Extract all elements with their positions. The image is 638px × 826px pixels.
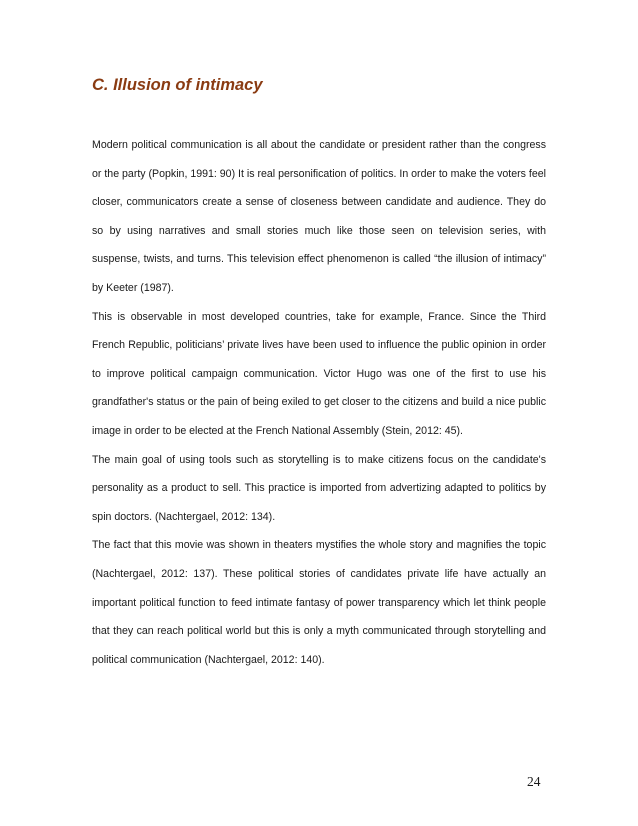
paragraph-4: The fact that this movie was shown in theaters mystifies the whole story and magnifies the topic (Nachtergael, 2012: 137). These political stories of candidates private life have actually an important political function to feed intimate fantasy of power transparency which let think people that they can reach political world but this is only a myth communicated through storytelling and political communication (Nachtergael, 2012: 140). — [92, 539, 546, 666]
section-heading: C. Illusion of intimacy — [92, 76, 263, 94]
body-text — [92, 131, 546, 674]
paragraph-3: The main goal of using tools such as storytelling is to make citizens focus on the candidate's personality as a product to sell. This practice is imported from advertizing adapted to politics by spin doctors. (Nachtergael, 2012: 134). — [92, 453, 546, 523]
paragraph-1: Modern political communication is all about the candidate or president rather than the congress or the party (Popkin, 1991: 90) It is real personification of politics. In order to make the voters feel closer, communicators create a sense of closeness between candidate and audience. They do so by using narratives and small stories much like those seen on television series, with suspense, twists, and turns. This television effect phenomenon is called “the illusion of intimacy” by Keeter (1987). — [92, 139, 546, 294]
paragraph-2: This is observable in most developed countries, take for example, France. Since the Third French Republic, politicians’ private lives have been used to influence the public opinion in order to improve political campaign communication. Victor Hugo was one of the first to use his grandfather's status or the pain of being exiled to get closer to the citizens and build a nice public image in order to be elected at the French National Assembly (Stein, 2012: 45). — [92, 310, 546, 437]
page-number: 24 — [527, 774, 541, 789]
